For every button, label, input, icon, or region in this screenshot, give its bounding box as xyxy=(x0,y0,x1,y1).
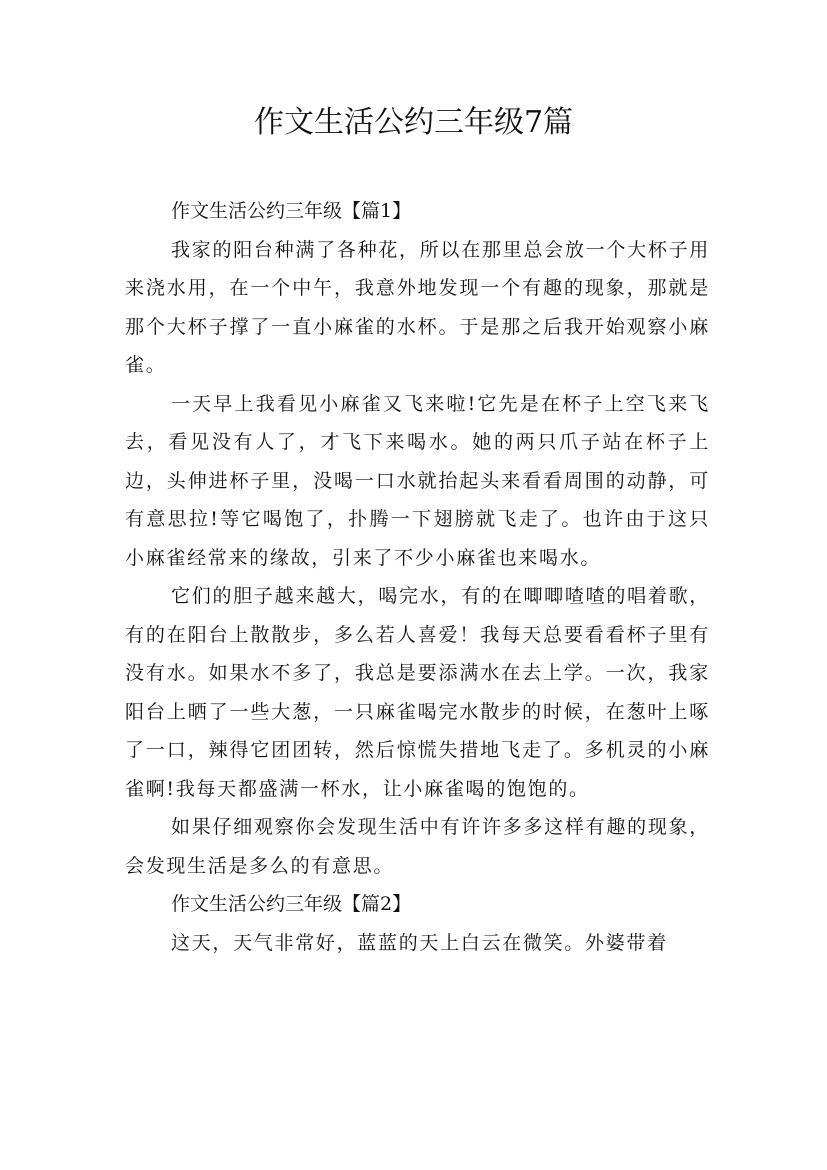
section-2 xyxy=(125,885,710,962)
section-heading: 作文生活公约三年级【篇2】 xyxy=(171,893,412,915)
paragraph: 如果仔细观察你会发现生活中有许许多多这样有趣的现象，会发现生活是多么的有意思。 xyxy=(125,816,710,877)
document-body xyxy=(125,192,710,962)
paragraph: 它们的胆子越来越大，喝完水，有的在唧唧喳喳的唱着歌，有的在阳台上散散步，多么若人喜爱！我每天总要看看杯子里有没有水。如果水不多了，我总是要添满水在去上学。一次，我家阳台上晒了一些大葱，一只麻雀喝完水散步的时候，在葱叶上啄了一口，辣得它团团转，然后惊慌失措地飞走了。多机灵的小麻雀啊!我每天都盛满一杯水，让小麻雀喝的饱饱的。 xyxy=(125,585,710,800)
paragraph: 一天早上我看见小麻雀又飞来啦!它先是在杯子上空飞来飞去，看见没有人了，才飞下来喝水。她的两只爪子站在杯子上边，头伸进杯子里，没喝一口水就抬起头来看看周围的动静，可有意思拉!等它喝饱了，扑腾一下翅膀就飞走了。也许由于这只小麻雀经常来的缘故，引来了不少小麻雀也来喝水。 xyxy=(125,392,710,569)
section-1 xyxy=(125,192,710,885)
section-heading: 作文生活公约三年级【篇1】 xyxy=(171,200,412,222)
paragraph: 我家的阳台种满了各种花，所以在那里总会放一个大杯子用来浇水用，在一个中午，我意外地发现一个有趣的现象，那就是那个大杯子撑了一直小麻雀的水杯。于是那之后我开始观察小麻雀。 xyxy=(125,238,710,376)
paragraph: 这天，天气非常好，蓝蓝的天上白云在微笑。外婆带着 xyxy=(171,931,668,954)
document-title: 作文生活公约三年级7篇 xyxy=(253,105,574,140)
